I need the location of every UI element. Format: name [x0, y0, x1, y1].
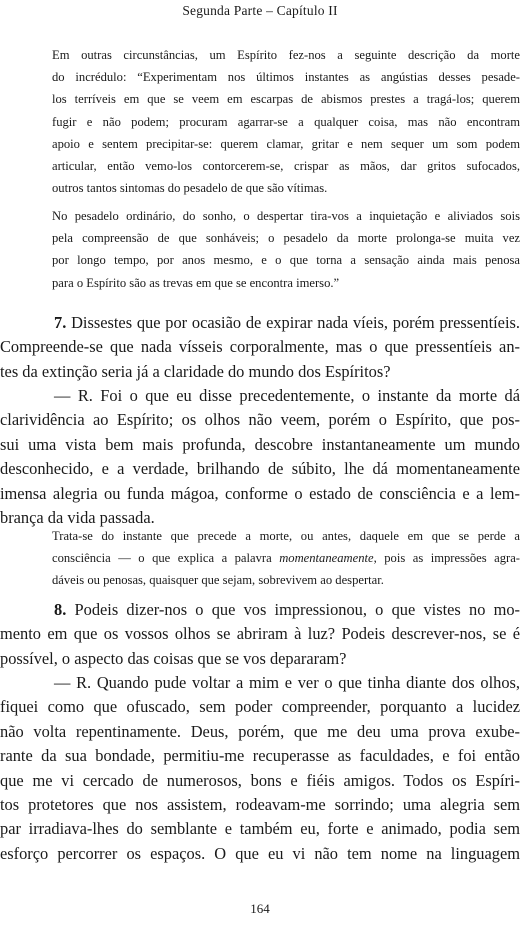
text-line: Podeis dizer-nos o que vos impressionou, o que vistes no mo-: [74, 600, 520, 619]
note-text: consciência — o que explica a palavra: [52, 551, 280, 566]
text-line: esforço percorrer os espaços. O que eu vi não tem nome na linguagem: [0, 843, 520, 863]
question-first-line: [0, 311, 520, 335]
question-first-line: [0, 598, 520, 622]
text-line: fiquei como que ofuscado, sem poder compreender, porquanto a lucidez: [0, 697, 520, 717]
text-line: Trata-se do instante que precede a morte, ou antes, daquele em que se perde a: [52, 529, 520, 543]
text-line: imensa alegria ou funda mágoa, conforme o estado de consciência e a lem-: [0, 483, 520, 503]
text-line: por longo tempo, por anos mesmo, e o que torna a sensação ainda mais penosa: [52, 253, 520, 268]
text-line: fugir e não podem; procuram agarrar-se a qualquer coisa, mas não encontram: [52, 114, 520, 129]
text-line: tos protetores que nos assistem, rodeavam-me sorrindo; uma alegria sem: [0, 795, 520, 815]
text-line: articular, então vemo-los contorcerem-se, crispar as mãos, dar gritos sufocados,: [52, 159, 520, 174]
text-line: mento em que os vossos olhos se abriram à luz? Podeis descrever-nos, se é: [0, 624, 520, 644]
note-text: , pois as impressões agra-: [373, 551, 520, 566]
text-line: — R. Foi o que eu disse precedentemente, o instante da morte dá: [54, 386, 520, 405]
text-line: pela compreensão de que sonháveis; o pesadelo da morte prolonga-se muita vez: [52, 231, 520, 246]
question-7: [0, 311, 520, 384]
text-line: brança da vida passada.: [0, 508, 155, 528]
answer-8: [0, 671, 520, 866]
text-line: los terríveis em que se veem em escarpas de abismos prestes a tragá-los; querem: [52, 92, 520, 107]
running-header: Segunda Parte – Capítulo II: [182, 3, 338, 18]
text-line: clarividência ao Espírito; os olhos não veem, porém o Espírito, que pos-: [0, 410, 520, 430]
text-line: para o Espírito são as trevas em que se encontra imerso.”: [52, 275, 340, 290]
text-line: do incrédulo: “Experimentam nos últimos instantes as angústias desses pesade-: [52, 70, 520, 85]
commentary-note: [52, 525, 520, 592]
text-line: tes da extinção seria já a claridade do mundo dos Espíritos?: [0, 361, 391, 381]
text-line: dáveis ou penosas, quaisquer que sejam, sobrevivem ao despertar.: [52, 573, 384, 588]
text-line: desconhecido, e a verdade, brilhando de súbito, lhe dá momentaneamente: [0, 459, 520, 479]
question-number: 8.: [54, 600, 67, 619]
text-line: No pesadelo ordinário, do sonho, o despertar tira-vos a inquietação e aliviados sois: [52, 209, 520, 223]
quote-paragraph-2: [52, 205, 520, 294]
text-line: possível, o aspecto das coisas que se vos depararam?: [0, 648, 347, 668]
text-line: par irradiava-lhes do semblante e também eu, forte e animado, podia sem: [0, 819, 520, 839]
question-number: 7.: [54, 313, 67, 332]
answer-7: [0, 384, 520, 530]
text-line: — R. Quando pude voltar a mim e ver o que tinha diante dos olhos,: [54, 673, 520, 692]
quote-paragraph-1: [52, 44, 520, 199]
text-line: outros tantos sintomas do pesadelo de que são vítimas.: [52, 181, 328, 196]
question-8: [0, 598, 520, 671]
text-line: [52, 547, 520, 569]
text-line: Em outras circunstâncias, um Espírito fez-nos a seguinte descrição da morte: [52, 48, 520, 62]
text-line: apoio e sentem precipitar-se: querem clamar, gritar e nem sequer um som podem: [52, 136, 520, 151]
text-line: que me vi cercado de numerosos, bons e fiéis amigos. Todos os Espíri-: [0, 770, 520, 790]
text-line: Dissestes que por ocasião de expirar nada víeis, porém pressentíeis.: [71, 313, 520, 332]
text-line: sui uma vista bem mais profunda, descobre instantaneamente um mundo: [0, 434, 520, 454]
text-line: não volta repentinamente. Deus, porém, que me deu uma prova exube-: [0, 721, 520, 741]
emphasized-word: momentaneamente: [279, 551, 374, 566]
text-line: Compreende-se que nada vísseis corporalmente, mas o que pressentíeis an-: [0, 337, 520, 357]
text-line: rante da sua bondade, permitiu-me recuperasse as faculdades, e foi então: [0, 746, 520, 766]
page-number: 164: [250, 901, 270, 916]
